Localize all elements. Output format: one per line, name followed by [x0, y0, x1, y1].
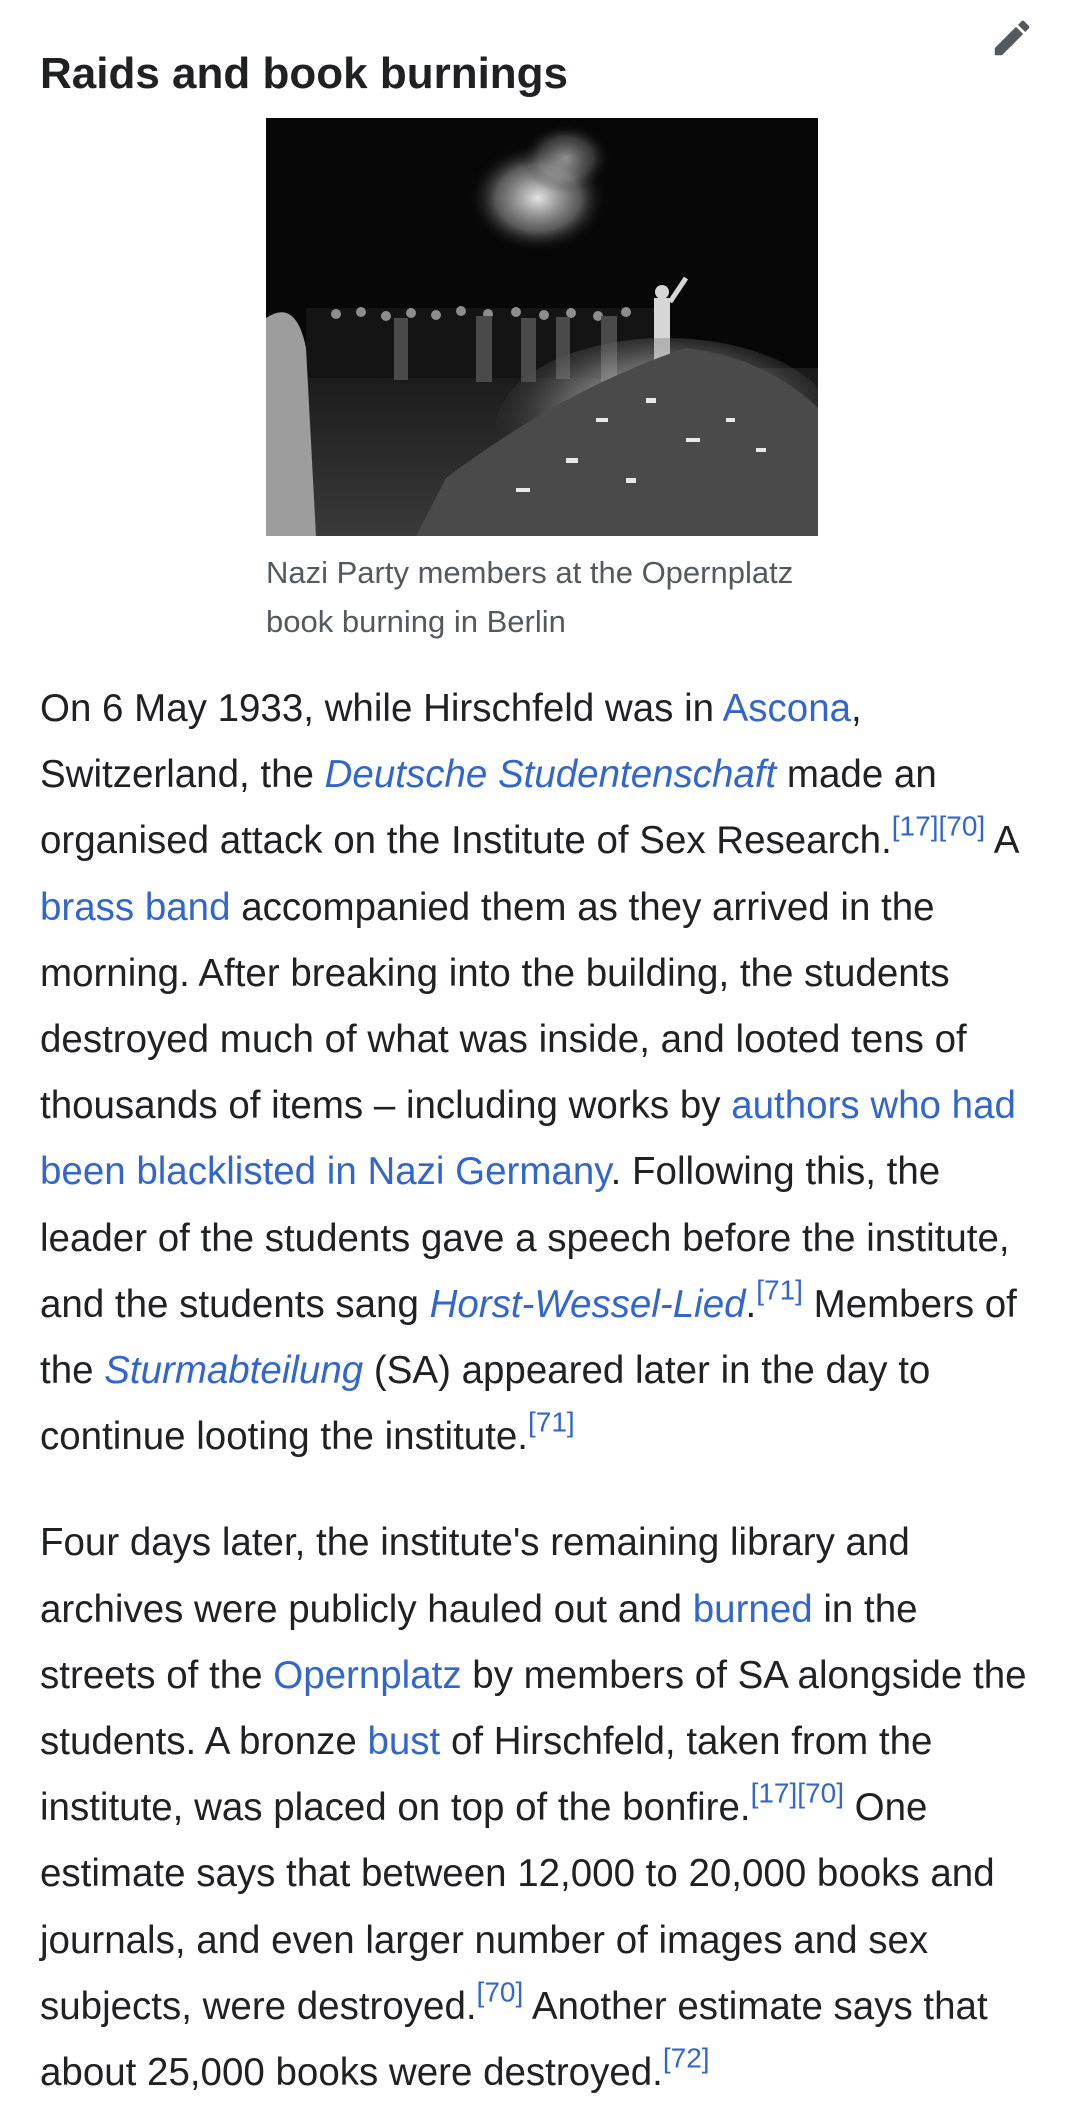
citation-17[interactable]: [17] — [891, 811, 939, 843]
figure-caption: Nazi Party members at the Opernplatz book burning in Berlin — [266, 555, 794, 639]
link-bust[interactable]: bust — [367, 1720, 441, 1764]
citation-70[interactable]: [70] — [797, 1777, 844, 1809]
text: . — [745, 1282, 757, 1326]
text: of Hirschfeld, taken from the institute, was placed on top of the bonfire. — [40, 1720, 933, 1830]
pencil-icon — [989, 15, 1035, 61]
text: A — [985, 819, 1018, 863]
link-deutsche-studentenschaft[interactable]: Deutsche Studentenschaft — [324, 753, 777, 797]
paragraph-1 — [40, 676, 1040, 1470]
paragraph-2 — [40, 1510, 1040, 2106]
link-ascona[interactable]: Ascona — [722, 687, 852, 730]
text: by members of SA alongside the students. A bronze — [40, 1653, 1027, 1764]
text: in the streets of the — [40, 1587, 918, 1697]
text: On 6 May 1933, while Hirschfeld was in — [40, 687, 723, 730]
figure — [266, 118, 818, 646]
link-sturmabteilung[interactable]: Sturmabteilung — [104, 1349, 364, 1393]
text: , Switzerland, the — [40, 687, 862, 797]
text: Another estimate says that about 25,000 books were destroyed. — [40, 1984, 988, 2095]
link-opernplatz[interactable]: Opernplatz — [273, 1653, 462, 1697]
citation-17[interactable]: [17] — [750, 1777, 798, 1809]
text: (SA) appeared later in the day to continue looting the institute. — [40, 1349, 931, 1459]
edit-section-button[interactable] — [984, 10, 1040, 66]
section-heading: Raids and book burnings — [40, 48, 569, 98]
link-blacklisted-authors[interactable]: authors who had been blacklisted in Nazi Germany — [40, 1084, 1016, 1194]
citation-71[interactable]: [71] — [756, 1274, 803, 1306]
citation-71[interactable]: [71] — [528, 1406, 575, 1438]
text: accompanied them as they arrived in the morning. After breaking into the building, the students destroyed much of what was inside, and looted tens of thousands of items – including works by — [40, 885, 967, 1128]
citation-72[interactable]: [72] — [662, 2042, 710, 2074]
book-burning-photo[interactable] — [266, 118, 818, 536]
link-burned[interactable]: burned — [692, 1587, 813, 1631]
link-horst-wessel-lied[interactable]: Horst-Wessel-Lied — [429, 1282, 746, 1326]
text: One estimate says that between 12,000 to 20,000 books and journals, and even larger number of images and sex subjects, were destroyed. — [40, 1786, 995, 2028]
text: made an organised attack on the Institute of Sex Research. — [40, 753, 937, 863]
text: Members of the — [40, 1282, 1017, 1393]
link-brass-band[interactable]: brass band — [40, 885, 231, 929]
citation-70[interactable]: [70] — [938, 811, 986, 843]
article-body — [40, 676, 1040, 2106]
citation-70[interactable]: [70] — [476, 1976, 524, 2008]
text: Four days later, the institute's remaining library and archives were publicly hauled out and — [40, 1521, 910, 1631]
text: . Following this, the leader of the students gave a speech before the institute, and the students sang — [40, 1150, 1010, 1326]
